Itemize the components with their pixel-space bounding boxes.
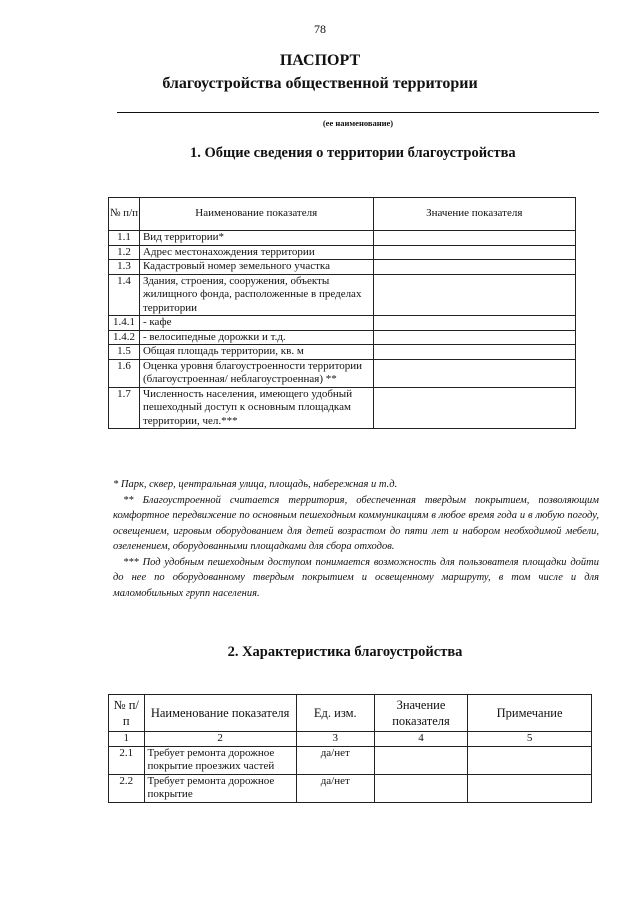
row-name: Общая площадь территории, кв. м: [139, 345, 373, 360]
table-row: [109, 359, 576, 387]
row-num: 2.1: [109, 746, 145, 774]
footnote-2: ** Благоустроенной считается территория, обеспеченная твердым покрытием, позволяющим комфортное передвижение по основным пешеходным коммуникациям в любое время года и в любую погоду, освещением, игровым оборудованием для детей возрастом до пяти лет и набором необходимой мебели, озеленением, оборудованными площадками для сбора отходов.: [113, 494, 599, 552]
table-row: [109, 746, 592, 774]
header-value: Значение показателя: [373, 198, 576, 231]
row-name: Численность населения, имеющего удобный пешеходный доступ к основным площадкам территории, чел.***: [139, 387, 373, 429]
page-number: 78: [314, 22, 326, 36]
column-index-row: [109, 732, 592, 747]
name-caption: (ее наименование): [322, 118, 394, 128]
row-name: Адрес местонахождения территории: [139, 245, 373, 260]
table-header-row: [109, 198, 576, 231]
row-name: Кадастровый номер земельного участка: [139, 260, 373, 275]
header-name: Наименование показателя: [139, 198, 373, 231]
row-value: [373, 345, 576, 360]
row-value: [373, 231, 576, 246]
row-num: 1.6: [109, 359, 140, 387]
row-num: 1.5: [109, 345, 140, 360]
table-row: [109, 387, 576, 429]
table-row: [109, 316, 576, 331]
row-name: Вид территории*: [139, 231, 373, 246]
table-row: [109, 260, 576, 275]
document-subtitle: благоустройства общественной территории: [162, 75, 478, 92]
general-info-table: [108, 197, 576, 429]
index-cell: 3: [296, 732, 374, 747]
row-note: [468, 746, 592, 774]
index-cell: 4: [374, 732, 467, 747]
row-value: [373, 260, 576, 275]
header-num: № п/п: [109, 695, 145, 732]
row-name: Требует ремонта дорожное покрытие: [144, 774, 296, 802]
row-num: 1.7: [109, 387, 140, 429]
row-value: [373, 316, 576, 331]
row-value: [373, 359, 576, 387]
row-name: - кафе: [139, 316, 373, 331]
row-num: 2.2: [109, 774, 145, 802]
header-note: Примечание: [468, 695, 592, 732]
document-title: ПАСПОРТ: [279, 52, 361, 69]
footnote-3: *** Под удобным пешеходным доступом понимается возможность для пользователя площадки дойти до нее по оборудованному твердым покрытием и освещенному маршруту, в том числе и для маломобильных групп населения.: [113, 556, 599, 599]
table-row: [109, 231, 576, 246]
header-value: Значение показателя: [374, 695, 467, 732]
row-name: Требует ремонта дорожное покрытие проезжих частей: [144, 746, 296, 774]
table-row: [109, 274, 576, 316]
row-num: 1.2: [109, 245, 140, 260]
table-row: [109, 245, 576, 260]
header-name: Наименование показателя: [144, 695, 296, 732]
row-num: 1.3: [109, 260, 140, 275]
row-value: [373, 387, 576, 429]
index-cell: 2: [144, 732, 296, 747]
header-unit: Ед. изм.: [296, 695, 374, 732]
row-unit: да/нет: [296, 746, 374, 774]
row-value: [373, 274, 576, 316]
section-2-heading: 2. Характеристика благоустройства: [227, 644, 463, 660]
table-row: [109, 774, 592, 802]
index-cell: 1: [109, 732, 145, 747]
row-num: 1.1: [109, 231, 140, 246]
row-name: Оценка уровня благоустроенности территории (благоустроенная/ неблагоустроенная) **: [139, 359, 373, 387]
row-note: [468, 774, 592, 802]
row-name: - велосипедные дорожки и т.д.: [139, 330, 373, 345]
row-num: 1.4: [109, 274, 140, 316]
table-header-row: [109, 695, 592, 732]
footnotes: [113, 477, 599, 601]
section-1-heading: 1. Общие сведения о территории благоустройства: [190, 145, 516, 161]
footnote-1: * Парк, сквер, центральная улица, площадь, набережная и т.д.: [113, 479, 398, 490]
table-row: [109, 330, 576, 345]
characteristics-table: [108, 694, 592, 803]
index-cell: 5: [468, 732, 592, 747]
row-value: [374, 774, 467, 802]
row-value: [373, 330, 576, 345]
table-row: [109, 345, 576, 360]
row-num: 1.4.1: [109, 316, 140, 331]
row-unit: да/нет: [296, 774, 374, 802]
row-name: Здания, строения, сооружения, объекты жилищного фонда, расположенные в пределах территории: [139, 274, 373, 316]
row-num: 1.4.2: [109, 330, 140, 345]
row-value: [374, 746, 467, 774]
name-fill-line: [117, 112, 599, 113]
header-num: № п/п: [109, 198, 140, 231]
row-value: [373, 245, 576, 260]
